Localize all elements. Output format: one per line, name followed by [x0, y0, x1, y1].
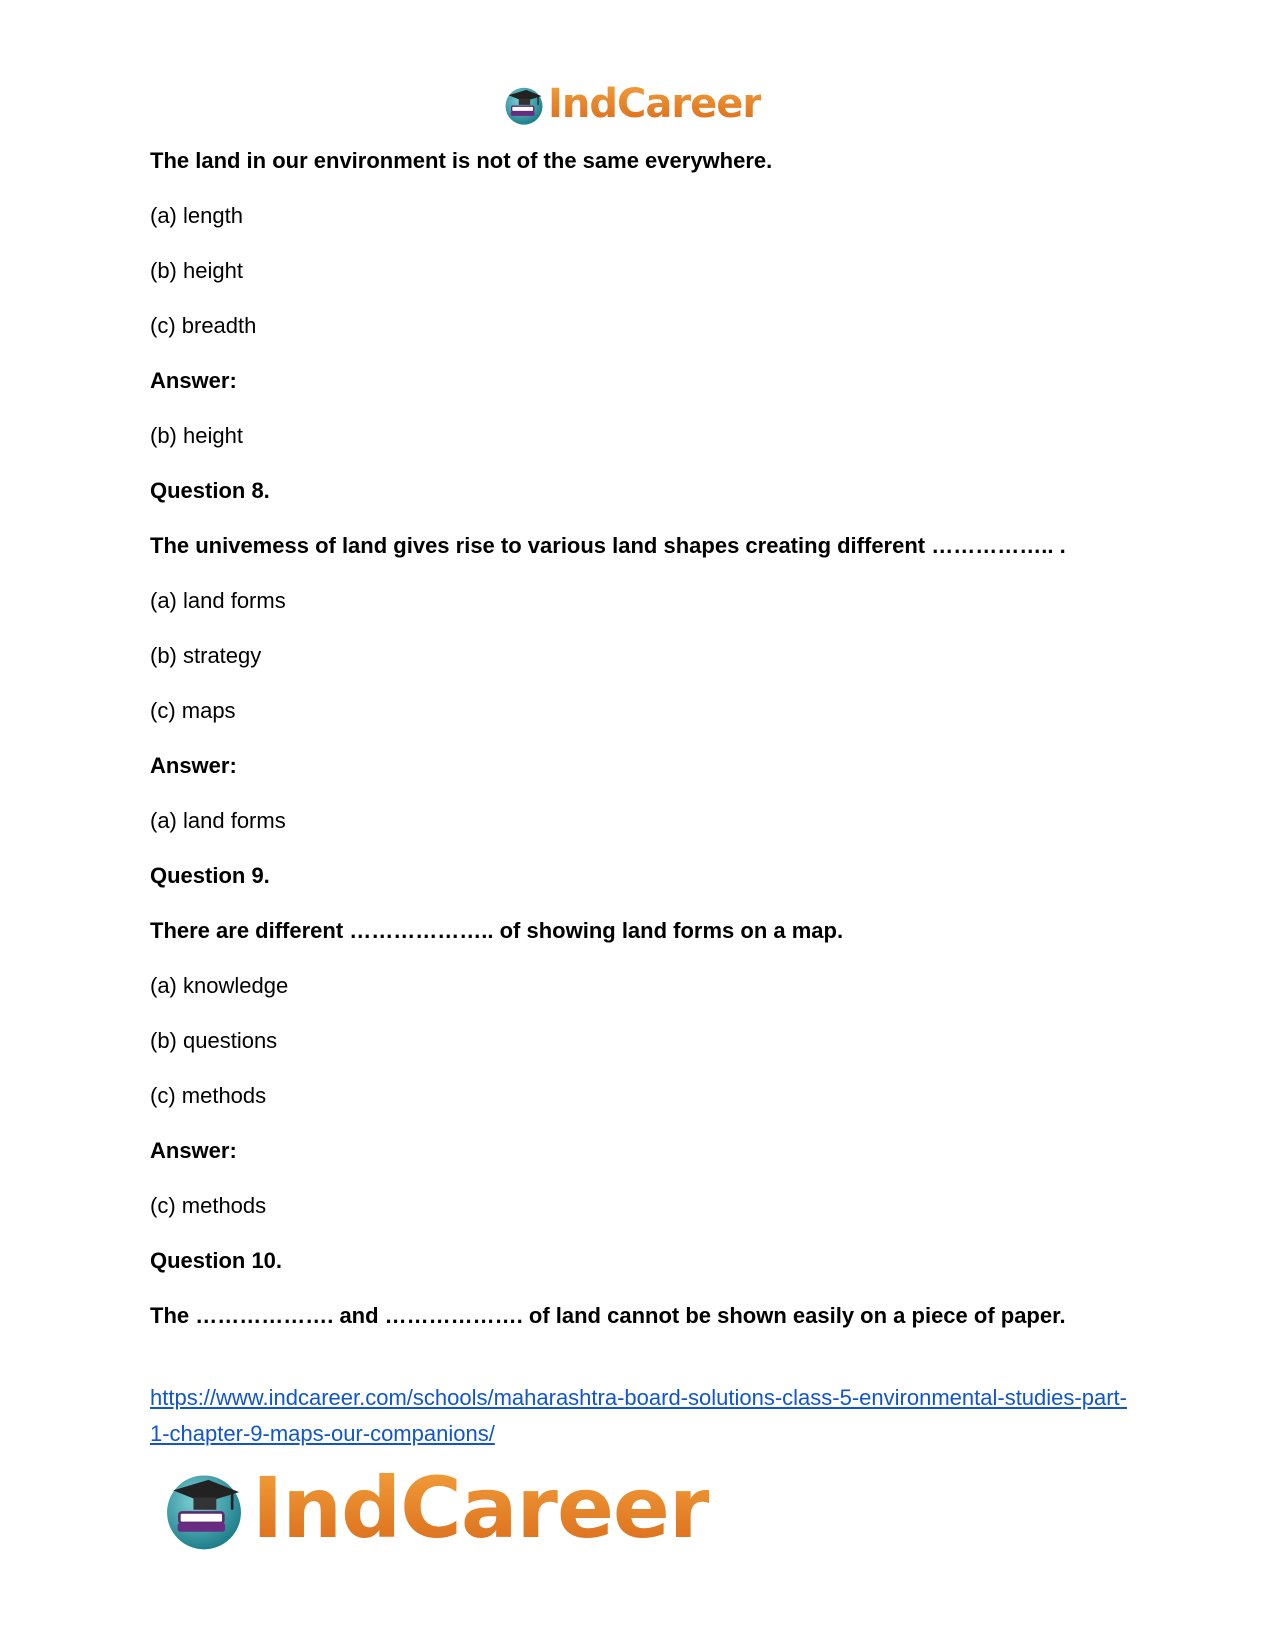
- bold-text-line: Question 8.: [150, 478, 270, 503]
- bold-text-line: The ………………. and ………………. of land cannot be shown easily on a piece of paper.: [150, 1303, 1066, 1328]
- bold-text-line: Answer:: [150, 753, 237, 778]
- graduation-cap-globe-icon: [502, 82, 546, 126]
- option-text-line: (b) height: [150, 258, 243, 283]
- brand-name: IndCareer: [252, 1459, 710, 1557]
- bold-text-line: Answer:: [150, 1138, 237, 1163]
- option-text-line: (c) maps: [150, 698, 236, 723]
- brand-name: IndCareer: [548, 81, 762, 127]
- option-text-line: (c) methods: [150, 1083, 267, 1108]
- bold-text-line: Question 10.: [150, 1248, 283, 1273]
- bold-text-line: There are different ……………….. of showing land forms on a map.: [150, 918, 844, 943]
- option-text-line: (a) land forms: [150, 588, 286, 613]
- option-text-line: (b) strategy: [150, 643, 262, 668]
- bold-text-line: The land in our environment is not of the same everywhere.: [150, 148, 773, 173]
- indcareer-logo-bottom: [160, 1460, 709, 1556]
- option-text-line: (a) knowledge: [150, 973, 289, 998]
- source-link[interactable]: https://www.indcareer.com/schools/maharashtra-board-solutions-class-5-environmental-studies-part-1-chapter-9-maps-our-companions/: [150, 1385, 1127, 1446]
- option-text-line: (b) height: [150, 423, 243, 448]
- bold-text-line: Question 9.: [150, 863, 270, 888]
- option-text-line: (b) questions: [150, 1028, 278, 1053]
- source-link-block: [150, 1380, 1140, 1452]
- bold-text-line: Answer:: [150, 368, 237, 393]
- option-text-line: (a) length: [150, 203, 243, 228]
- question-content: [150, 146, 1130, 1356]
- option-text-line: (a) land forms: [150, 808, 286, 833]
- option-text-line: (c) methods: [150, 1193, 267, 1218]
- bold-text-line: The univemess of land gives rise to various land shapes creating different …………….. .: [150, 533, 1066, 558]
- option-text-line: (c) breadth: [150, 313, 257, 338]
- graduation-cap-globe-icon: [160, 1464, 248, 1552]
- indcareer-logo-top: [502, 80, 761, 128]
